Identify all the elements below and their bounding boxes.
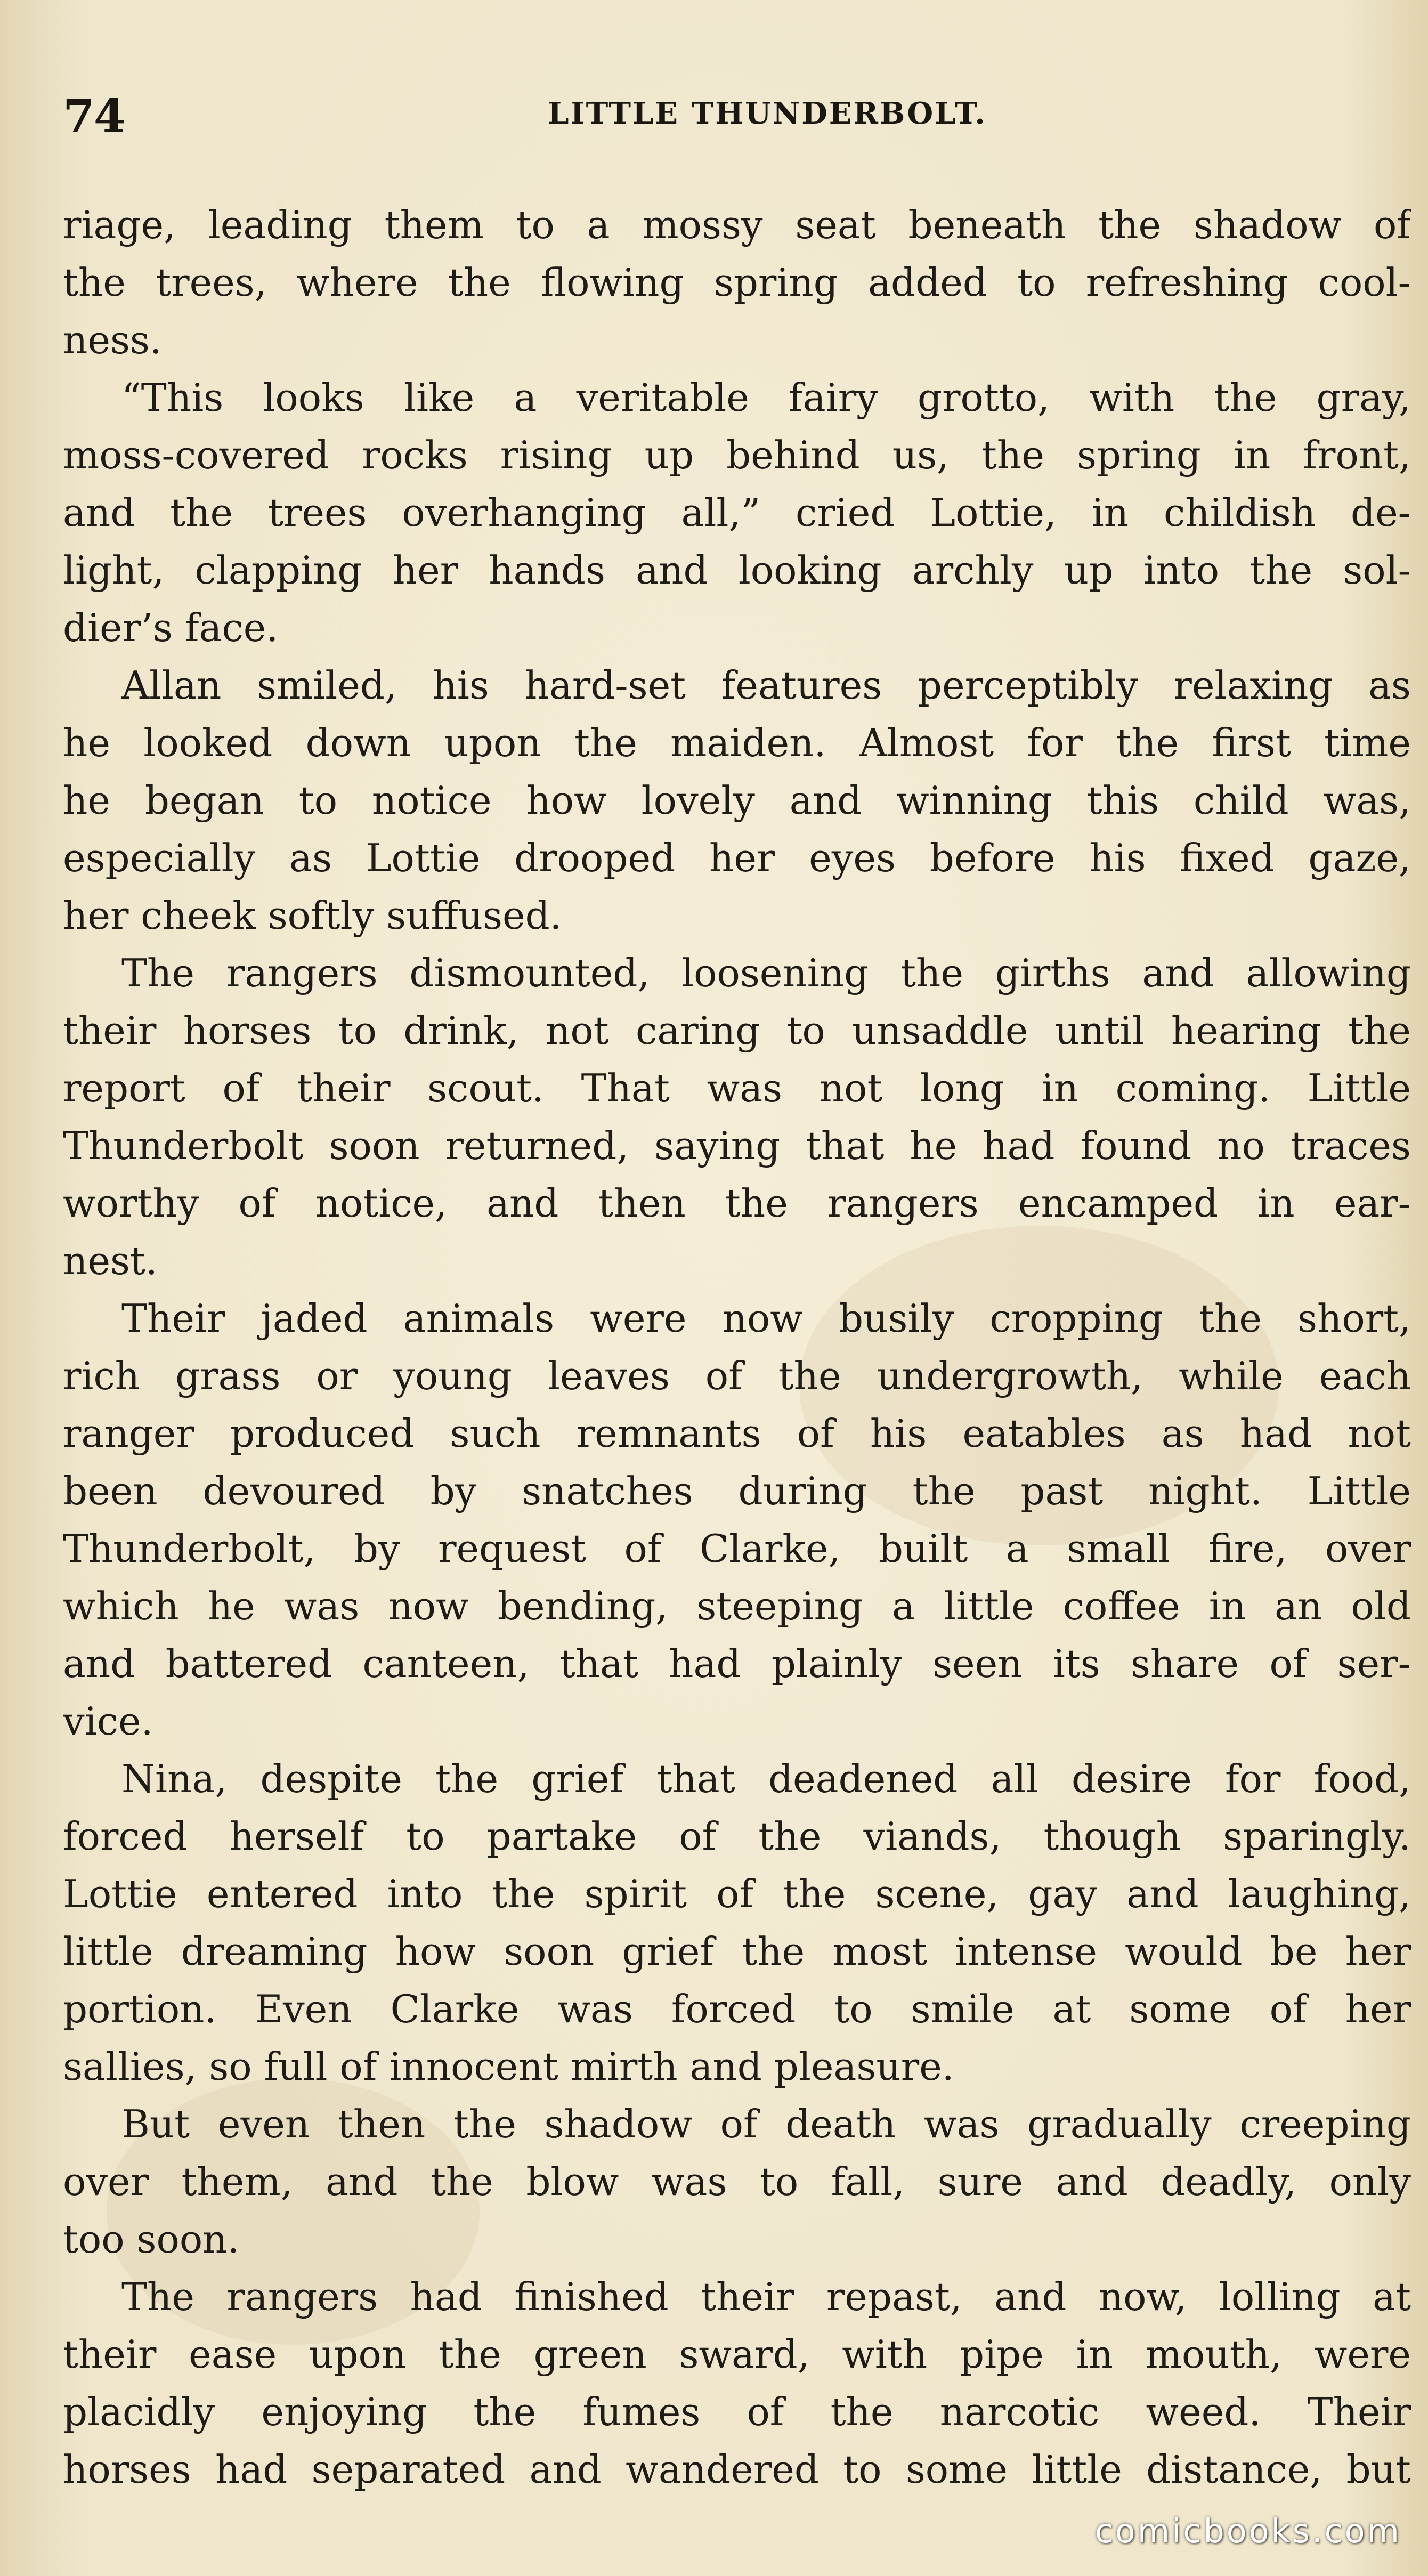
text-line: horses had separated and wandered to some little distance, but [63,2447,1411,2492]
text-line: sallies, so full of innocent mirth and pleasure. [63,2044,954,2089]
paragraph [63,657,1411,944]
paragraph [63,1290,1411,1750]
paragraph [63,1750,1411,2095]
paragraph [63,2268,1411,2498]
text-line: riage, leading them to a mossy seat beneath the shadow of [63,202,1411,247]
text-line: rich grass or young leaves of the undergrowth, while each [63,1354,1411,1398]
text-line: he began to notice how lovely and winning this child was, [63,778,1411,823]
text-line: Allan smiled, his hard-set features perceptibly relaxing as [121,663,1411,708]
text-line: their horses to drink, not caring to unsaddle until hearing the [63,1008,1411,1053]
body-text [63,196,1411,2498]
text-line: ness. [63,318,162,362]
text-line: worthy of notice, and then the rangers encamped in ear- [63,1181,1411,1226]
text-line: and the trees overhanging all,” cried Lottie, in childish de- [63,490,1411,535]
text-line: portion. Even Clarke was forced to smile at some of her [63,1987,1411,2031]
text-line: moss-covered rocks rising up behind us, the spring in front, [63,433,1411,477]
text-line: Nina, despite the grief that deadened all desire for food, [121,1756,1411,1801]
text-line: her cheek softly suffused. [63,893,562,938]
text-line: Thunderbolt, by request of Clarke, built a small fire, over [63,1526,1411,1571]
text-line: the trees, where the flowing spring added to refreshing cool- [63,260,1411,305]
text-line: too soon. [63,2217,240,2262]
text-line: forced herself to partake of the viands, though sparingly. [63,1814,1411,1859]
text-line: The rangers dismounted, loosening the girths and allowing [121,951,1411,995]
text-line: placidly enjoying the fumes of the narcotic weed. Their [63,2389,1411,2434]
text-line: he looked down upon the maiden. Almost for the first time [63,720,1411,765]
text-line: dier’s face. [63,605,279,650]
watermark: comicbooks.com [1094,2512,1401,2550]
text-line: vice. [63,1699,153,1744]
text-line: little dreaming how soon grief the most intense would be her [63,1929,1411,1974]
running-head: LITTLE THUNDERBOLT. [548,96,987,131]
text-line: ranger produced such remnants of his eatables as had not [63,1411,1411,1456]
text-line: Their jaded animals were now busily cropping the short, [121,1296,1411,1341]
text-line: “This looks like a veritable fairy grotto, with the gray, [121,375,1411,420]
text-line: over them, and the blow was to fall, sure and deadly, only [63,2159,1411,2204]
text-line: report of their scout. That was not long in coming. Little [63,1066,1411,1111]
page-number: 74 [63,90,125,143]
paragraph [63,196,1411,369]
text-line: Thunderbolt soon returned, saying that he had found no traces [63,1123,1411,1168]
text-line: especially as Lottie drooped her eyes before his fixed gaze, [63,836,1411,880]
text-line: light, clapping her hands and looking archly up into the sol- [63,548,1411,593]
text-line: But even then the shadow of death was gradually creeping [121,2102,1411,2146]
text-line: and battered canteen, that had plainly seen its share of ser- [63,1641,1411,1686]
text-line: nest. [63,1238,158,1283]
text-line: been devoured by snatches during the past night. Little [63,1469,1411,1513]
paragraph [63,2095,1411,2268]
paragraph [63,944,1411,1290]
text-line: which he was now bending, steeping a little coffee in an old [63,1584,1411,1629]
text-line: their ease upon the green sward, with pipe in mouth, were [63,2332,1411,2377]
text-line: The rangers had finished their repast, and now, lolling at [121,2274,1411,2319]
paragraph [63,369,1411,657]
text-line: Lottie entered into the spirit of the scene, gay and laughing, [63,1872,1411,1916]
